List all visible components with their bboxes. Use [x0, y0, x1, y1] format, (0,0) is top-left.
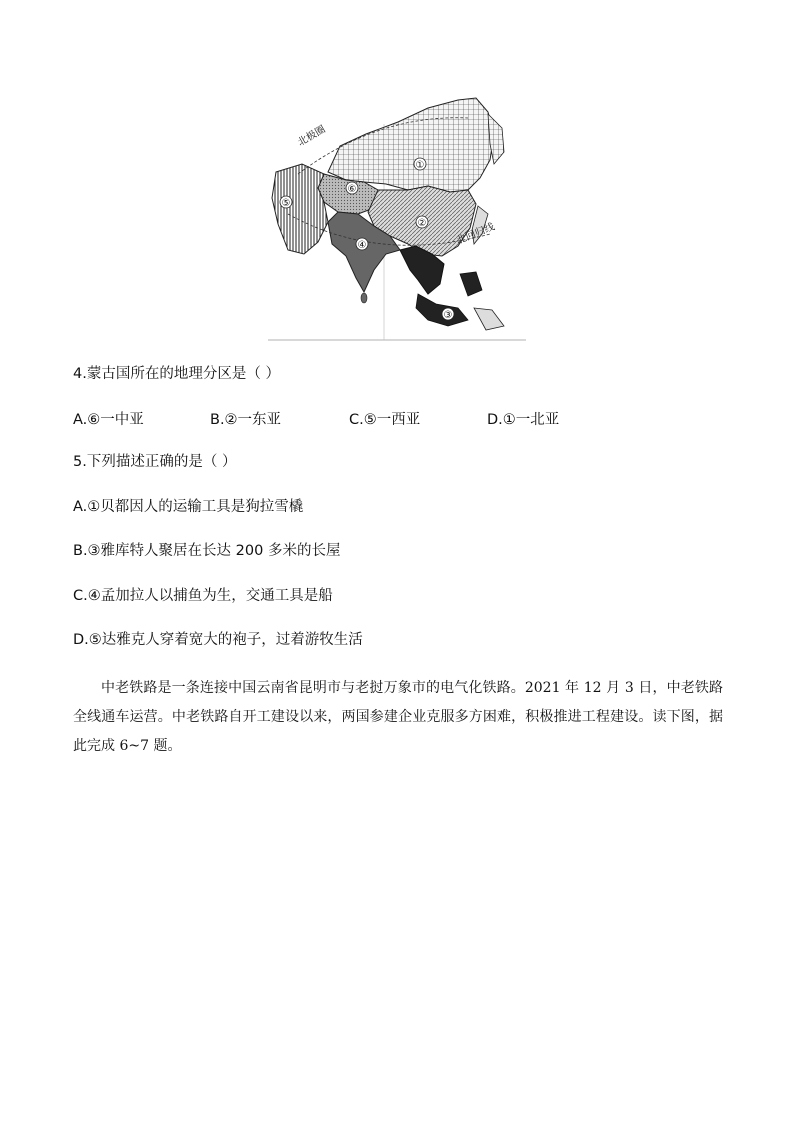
q5-option-a[interactable]: A.①贝都因人的运输工具是狗拉雪橇 [73, 499, 304, 515]
marker-6: ⑥ [347, 184, 357, 195]
passage-text: 中老铁路是一条连接中国云南省昆明市与老挝万象市的电气化铁路。2021 年 12 月 3 日，中老铁路全线通车运营。中老铁路自开工建设以来，两国参建企业克服多方困难，积极推进工程建设。读下图，据此完成 6~7 题。 [73, 680, 723, 754]
q4-option-a[interactable]: A.⑥一中亚 [73, 412, 144, 428]
arctic-circle-label: 北极圈 [296, 124, 328, 149]
marker-5: ⑤ [281, 198, 291, 209]
question-4-options [73, 408, 673, 428]
marker-3: ③ [443, 310, 453, 321]
q5-option-c[interactable]: C.④孟加拉人以捕鱼为生，交通工具是船 [73, 588, 333, 604]
q4-option-b[interactable]: B.②一东亚 [210, 412, 282, 428]
asia-map-svg [268, 94, 526, 342]
asia-region-map [268, 94, 526, 342]
question-4-stem: 4.蒙古国所在的地理分区是（ ） [73, 366, 280, 382]
marker-2: ② [417, 218, 427, 229]
q5-option-d[interactable]: D.⑤达雅克人穿着宽大的袍子，过着游牧生活 [73, 632, 363, 648]
q5-option-b[interactable]: B.③雅库特人聚居在长达 200 多米的长屋 [73, 543, 341, 559]
question-5-stem: 5.下列描述正确的是（ ） [73, 454, 237, 470]
q4-option-c[interactable]: C.⑤一西亚 [349, 412, 421, 428]
region-5-west-asia [272, 164, 328, 254]
tropic-label: 北回归线 [455, 221, 497, 247]
q4-option-d[interactable]: D.①一北亚 [487, 412, 560, 428]
marker-1: ① [415, 160, 425, 171]
region-1-north-asia [328, 98, 494, 192]
reading-passage [73, 674, 723, 761]
marker-4: ④ [357, 240, 367, 251]
